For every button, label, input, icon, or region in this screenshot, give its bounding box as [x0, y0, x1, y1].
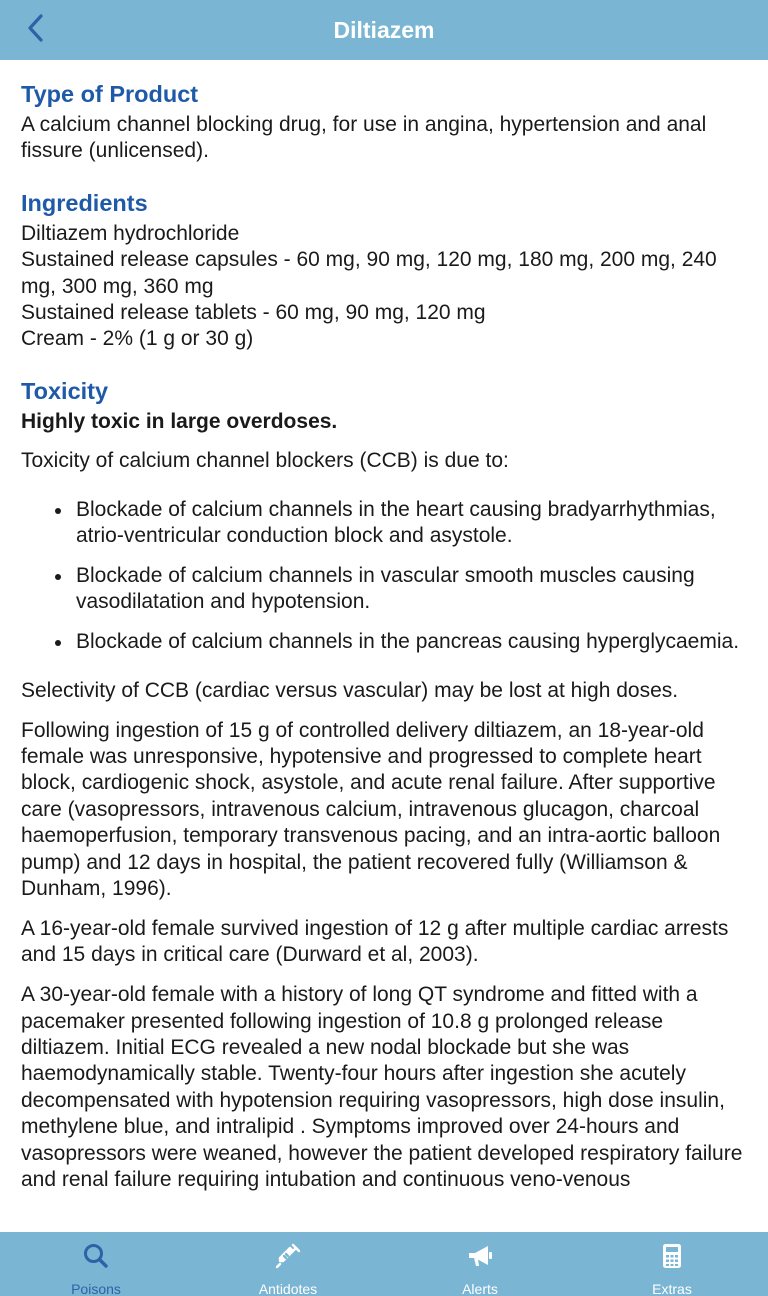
ingredients-list — [21, 221, 751, 353]
tab-label: Alerts — [462, 1281, 498, 1296]
list-item-text: Blockade of calcium channels in the pancreas causing hyperglycaemia. — [76, 630, 740, 654]
toxicity-warning: Highly toxic in large overdoses. — [21, 409, 338, 433]
toxicity-mechanism-list — [21, 497, 751, 656]
page-title: Diltiazem — [333, 17, 435, 43]
ingredient-line: Cream - 2% (1 g or 30 g) — [21, 327, 254, 351]
toxicity-paragraph: Selectivity of CCB (cardiac versus vascular) may be lost at high doses. — [21, 678, 679, 702]
megaphone-icon — [466, 1242, 494, 1270]
monograph-content[interactable] — [21, 78, 751, 1230]
toxicity-section — [21, 375, 751, 1194]
section-title-ingredients: Ingredients — [21, 189, 148, 216]
list-item — [76, 629, 751, 655]
ingredient-line: Diltiazem hydrochloride — [21, 221, 240, 245]
list-item — [76, 497, 751, 550]
toxicity-paragraph: A 30-year-old female with a history of long QT syndrome and fitted with a pacemaker presented following ingestion of 10.8 g prolonged release diltiazem. Initial ECG revealed a new nodal blockade but she was haemodynamically stable. Twenty-four hours after ingestion she acutely decompensated with hypotension requiring vasopressors, high dose insulin, methylene blue, and intralipid . Symptoms improved over 24-hours and vasopressors were weaned, however the patient developed respiratory failure and renal failure requiring intubation and continuous veno-venous — [21, 983, 743, 1192]
section-title-toxicity: Toxicity — [21, 377, 109, 404]
bullet-icon — [55, 508, 61, 514]
ingredient-line: Sustained release tablets - 60 mg, 90 mg, 120 mg — [21, 301, 486, 325]
toxicity-intro: Toxicity of calcium channel blockers (CCB) is due to: — [21, 449, 509, 473]
bullet-icon — [55, 574, 61, 580]
top-app-bar — [0, 0, 768, 60]
ingredients-section — [21, 187, 751, 353]
list-item-text: Blockade of calcium channels in the heart causing bradyarrhythmias, atrio-ventricular conduction block and asystole. — [76, 497, 716, 548]
syringe-icon — [274, 1242, 302, 1270]
tab-label: Extras — [652, 1281, 692, 1296]
list-item-text: Blockade of calcium channels in vascular smooth muscles causing vasodilatation and hypotension. — [76, 563, 695, 614]
type-of-product-section — [21, 78, 751, 165]
tab-label: Antidotes — [258, 1281, 318, 1296]
tab-extras[interactable] — [576, 1232, 768, 1296]
list-item — [76, 563, 751, 616]
tab-antidotes[interactable] — [192, 1232, 384, 1296]
type-of-product-text: A calcium channel blocking drug, for use in angina, hypertension and anal fissure (unlicensed). — [21, 113, 707, 163]
tab-label: Poisons — [71, 1281, 121, 1296]
bottom-navigation — [0, 1232, 768, 1296]
bullet-icon — [55, 640, 61, 646]
toxicity-paragraph: Following ingestion of 15 g of controlled delivery diltiazem, an 18-year-old female was unresponsive, hypotensive and progressed to complete heart block, cardiogenic shock, asystole, and acute renal failure. After supportive care (vasopressors, intravenous calcium, intravenous glucagon, charcoal haemoperfusion, temporary transvenous pacing, and an intra-aortic balloon pump) and 12 days in hospital, the patient recovered fully (Williamson & Dunham, 1996). — [21, 718, 721, 901]
calculator-icon — [658, 1242, 686, 1270]
ingredient-line: Sustained release capsules - 60 mg, 90 mg, 120 mg, 180 mg, 200 mg, 240 mg, 300 mg, 360 mg — [21, 248, 717, 298]
search-icon — [82, 1242, 110, 1270]
tab-alerts[interactable] — [384, 1232, 576, 1296]
section-title-type-of-product: Type of Product — [21, 81, 199, 107]
tab-poisons[interactable] — [0, 1232, 192, 1296]
toxicity-paragraph: A 16-year-old female survived ingestion of 12 g after multiple cardiac arrests and 15 days in critical care (Durward et al, 2003). — [21, 916, 729, 967]
